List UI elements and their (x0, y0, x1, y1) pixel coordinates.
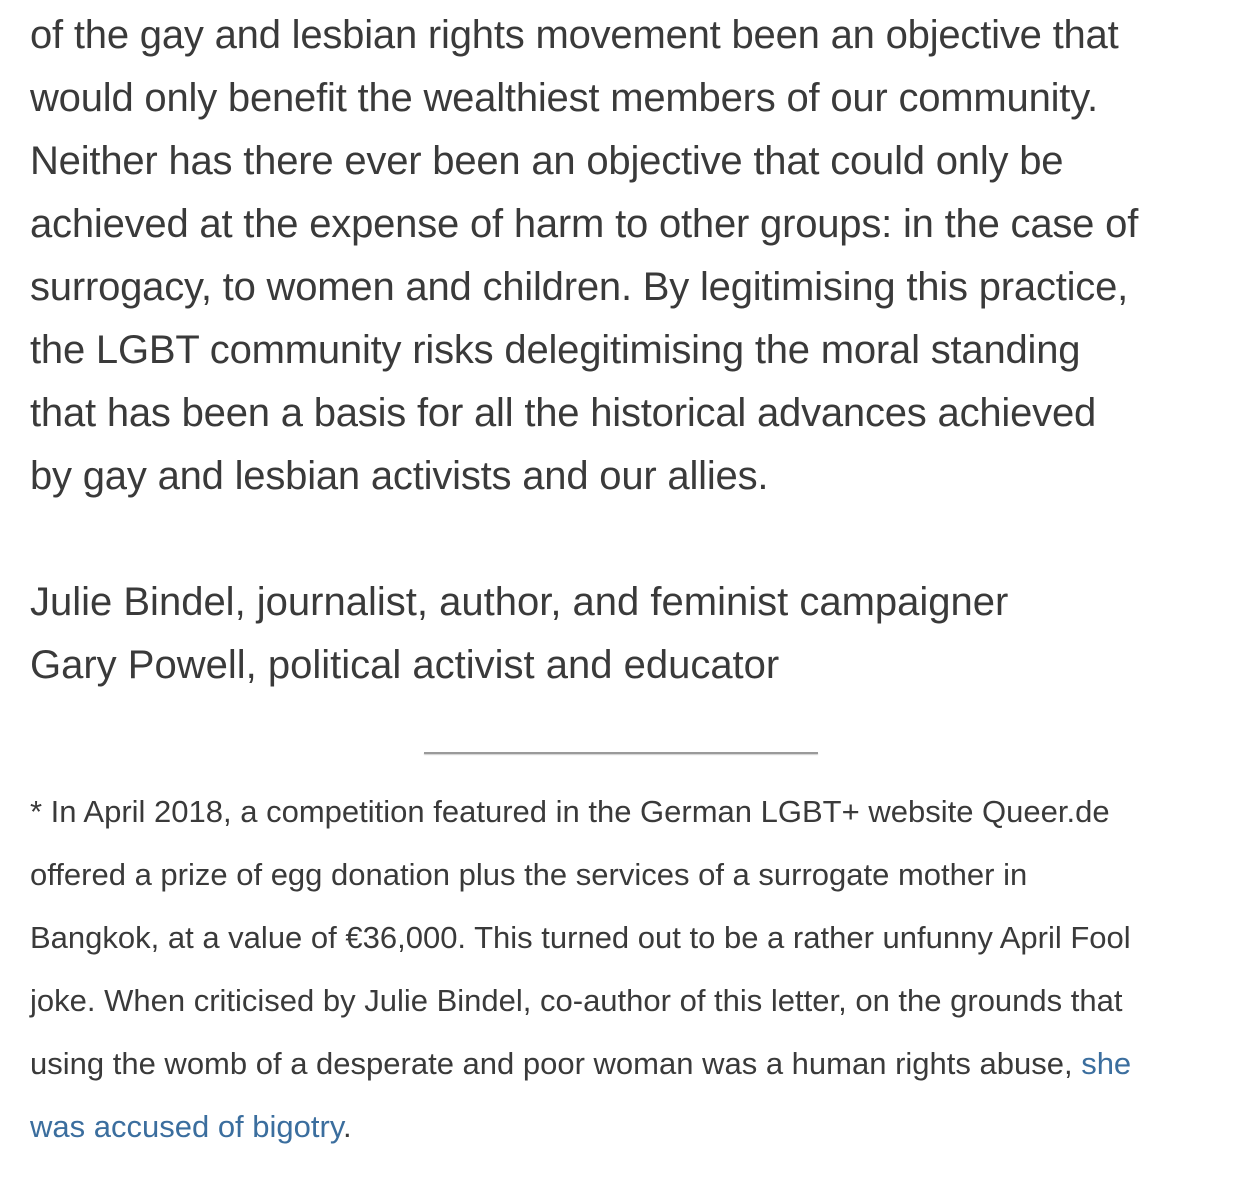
paragraph-line: that has been a basis for all the historical advances achieved (30, 391, 1097, 435)
footnote-line (30, 1032, 1220, 1095)
footnote-line-text: using the womb of a desperate and poor woman was a human rights abuse, (30, 1046, 1082, 1081)
paragraph-line: surrogacy, to women and children. By legitimising this practice, (30, 265, 1129, 309)
paragraph-line: would only benefit the wealthiest members of our community. (30, 76, 1098, 120)
footnote-period: . (343, 1109, 352, 1144)
paragraph-line: of the gay and lesbian rights movement been an objective that (30, 13, 1119, 57)
signature-block (30, 571, 1220, 697)
paragraph-line: by gay and lesbian activists and our allies. (30, 454, 769, 498)
footnote-line (30, 1095, 1220, 1158)
section-divider (424, 752, 818, 754)
footnote-line: offered a prize of egg donation plus the services of a surrogate mother in (30, 857, 1028, 892)
footnote-line: joke. When criticised by Julie Bindel, co-author of this letter, on the grounds that (30, 983, 1123, 1018)
letter-paragraph (30, 4, 1220, 508)
footnote (30, 780, 1220, 1158)
footnote-line: * In April 2018, a competition featured in the German LGBT+ website Queer.de (30, 794, 1110, 829)
footnote-line: Bangkok, at a value of €36,000. This turned out to be a rather unfunny April Fool (30, 920, 1131, 955)
paragraph-line: achieved at the expense of harm to other groups: in the case of (30, 202, 1139, 246)
letter-article (30, 0, 1220, 697)
paragraph-line: Neither has there ever been an objective that could only be (30, 139, 1064, 183)
signature-gary-powell: Gary Powell, political activist and educator (30, 643, 780, 687)
bigotry-link[interactable]: she (1081, 1046, 1132, 1081)
signature-julie-bindel: Julie Bindel, journalist, author, and feminist campaigner (30, 580, 1009, 624)
bigotry-link-continued[interactable]: was accused of bigotry (30, 1109, 344, 1144)
paragraph-line: the LGBT community risks delegitimising the moral standing (30, 328, 1081, 372)
